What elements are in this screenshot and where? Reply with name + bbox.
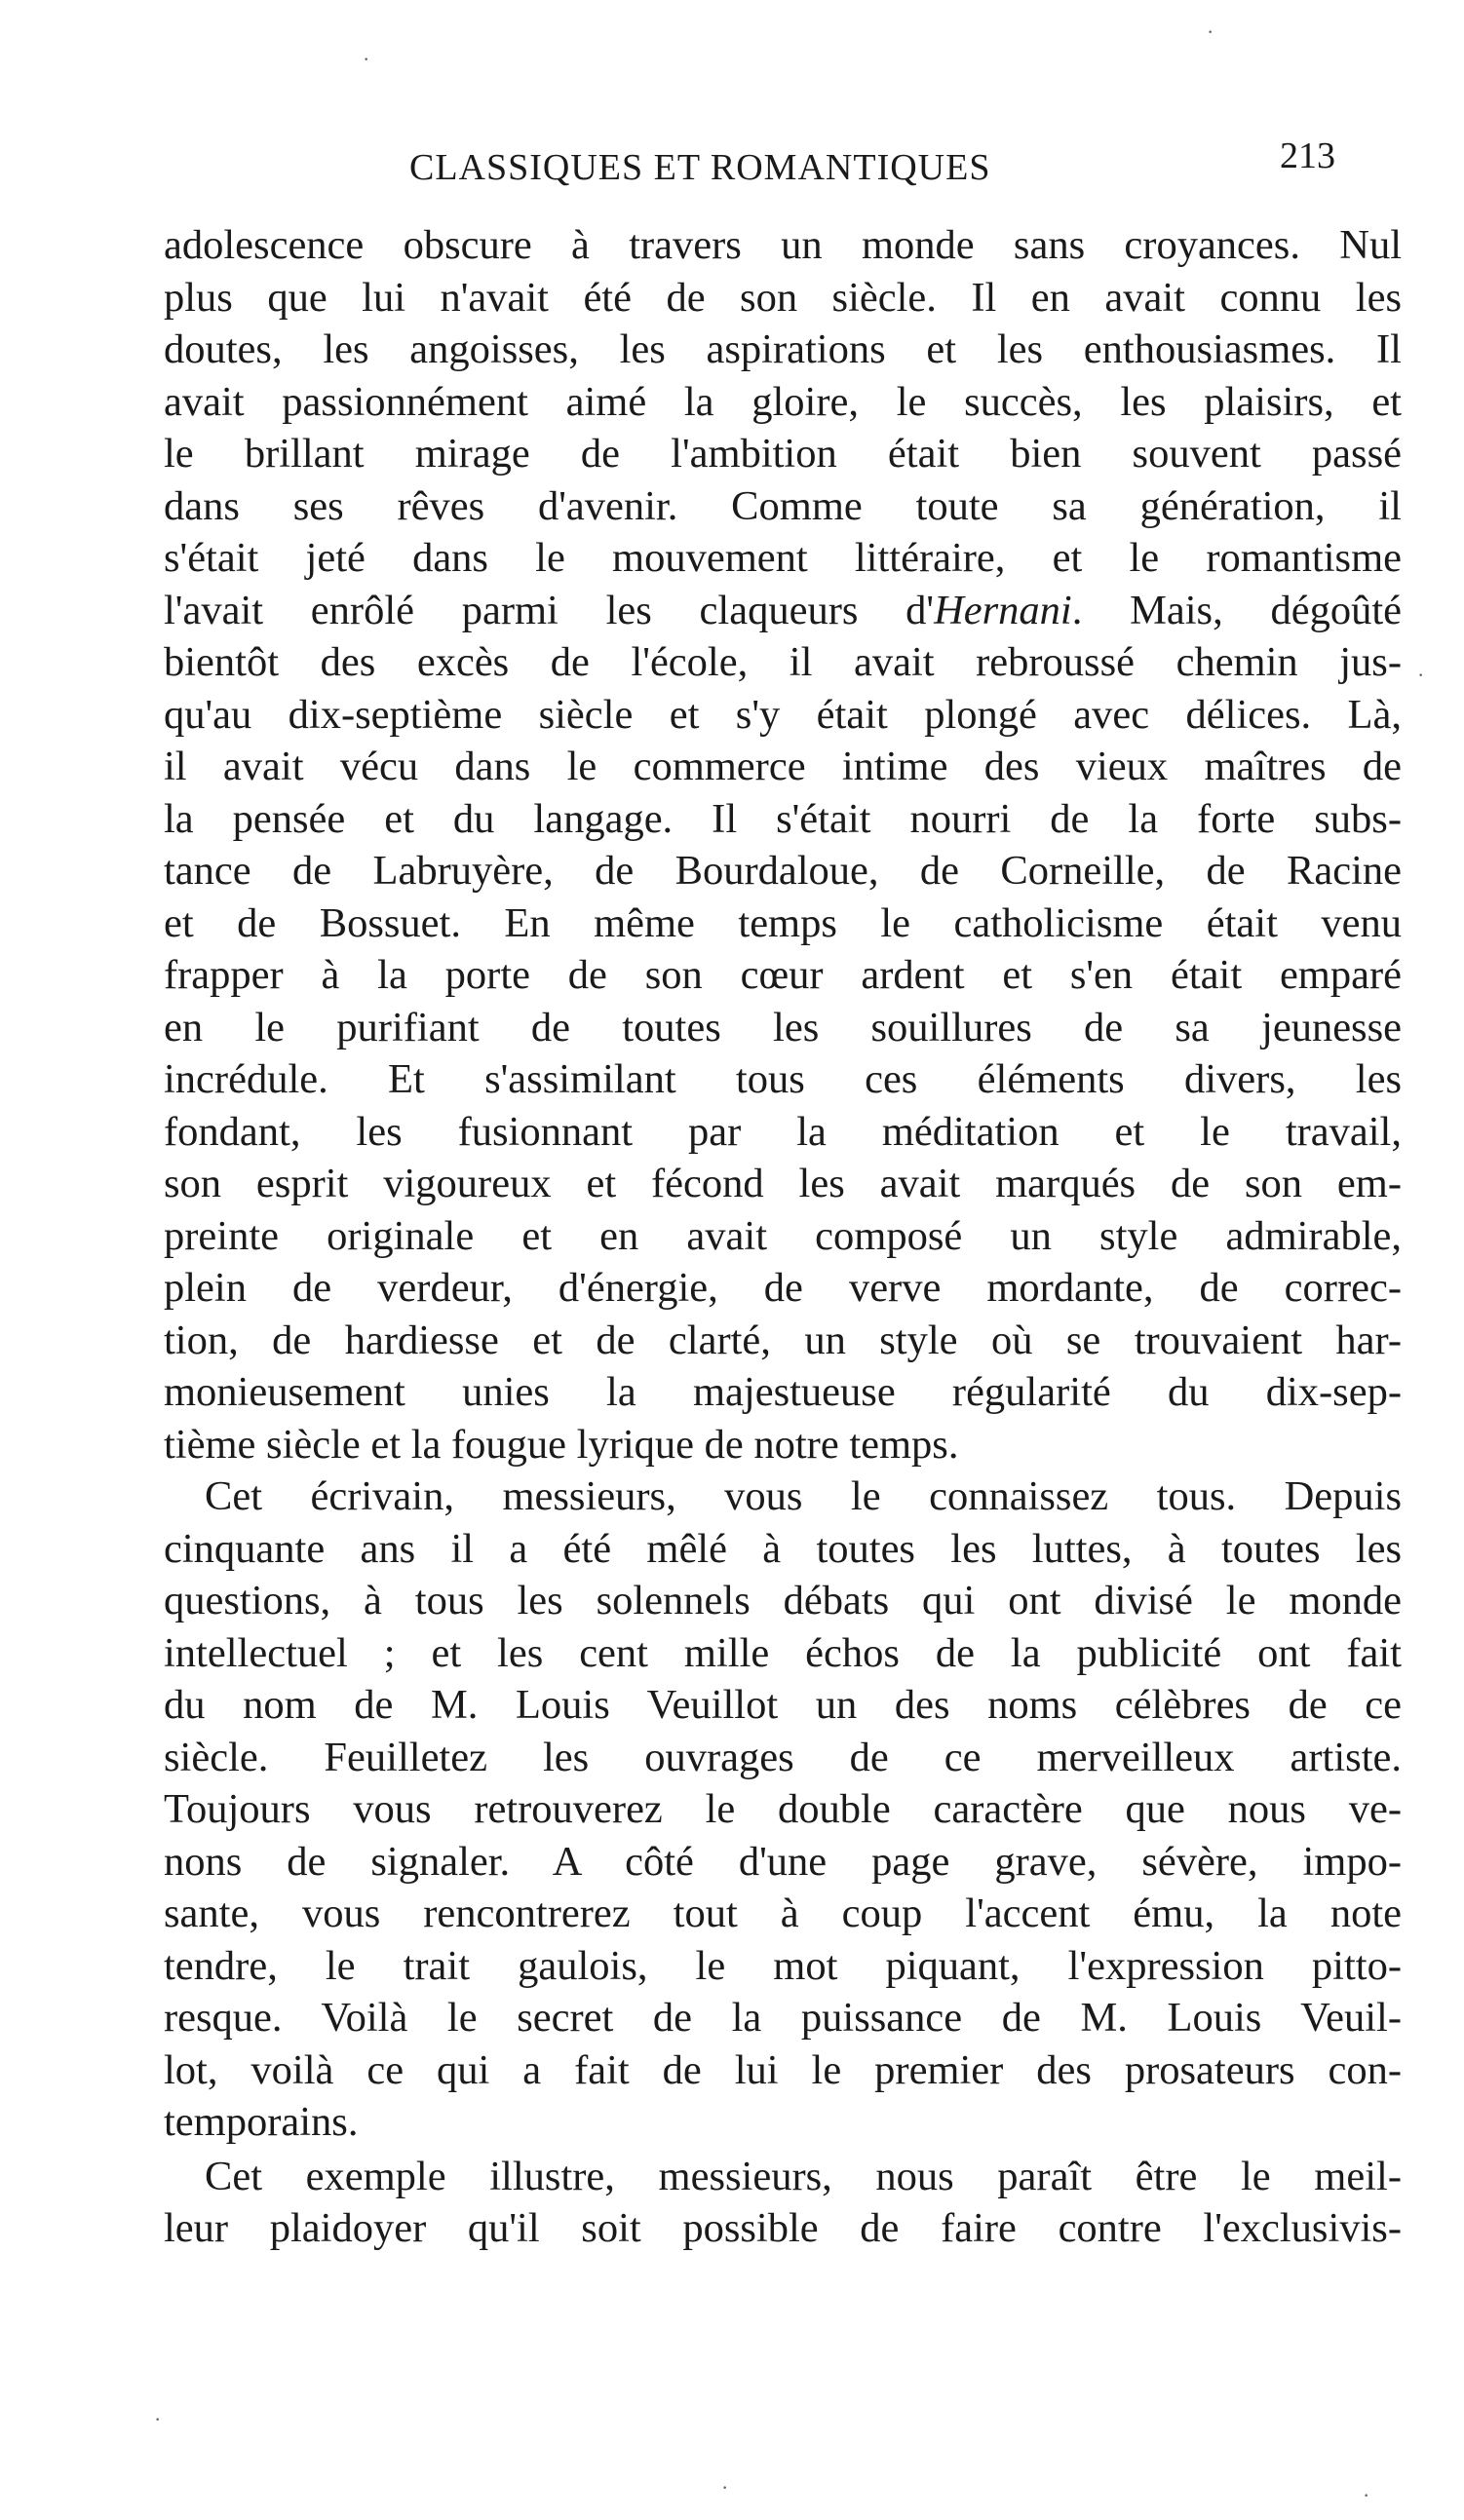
margin-tick: · xyxy=(154,2407,162,2431)
text-line: temporains. xyxy=(164,2099,359,2145)
paragraph-3 xyxy=(164,2151,1402,2255)
page-number: 213 xyxy=(1280,135,1335,176)
text-line: du nom de M. Louis Veuillot un des noms célèbres de ce xyxy=(164,1682,1402,1728)
italic-title: Hernani xyxy=(934,587,1072,633)
text-line: monieusement unies la majestueuse régularité du dix-sep- xyxy=(164,1369,1402,1415)
text-line: leur plaidoyer qu'il soit possible de faire contre l'exclusivis- xyxy=(164,2205,1402,2251)
running-head xyxy=(166,134,1365,193)
text-line: en le purifiant de toutes les souillures de sa jeunesse xyxy=(164,1004,1402,1050)
text-line: et de Bossuet. En même temps le catholicisme était venu xyxy=(164,899,1402,946)
text-line: nons de signaler. A côté d'une page grave, sévère, impo- xyxy=(164,1838,1402,1885)
text-line: Toujours vous retrouverez le double caractère que nous ve- xyxy=(164,1786,1402,1832)
text-line: resque. Voilà le secret de la puissance de M. Louis Veuil- xyxy=(164,1995,1402,2041)
text-line: siècle. Feuilletez les ouvrages de ce merveilleux artiste. xyxy=(164,1734,1402,1780)
margin-tick: · xyxy=(1363,2483,1370,2507)
margin-tick: · xyxy=(721,2475,729,2500)
text-line: plus que lui n'avait été de son siècle. Il en avait connu les xyxy=(164,274,1402,321)
text-line: Cet exemple illustre, messieurs, nous paraît être le meil- xyxy=(205,2153,1402,2199)
text-line: Cet écrivain, messieurs, vous le connaissez tous. Depuis xyxy=(205,1473,1402,1519)
text-line: tendre, le trait gaulois, le mot piquant, l'expression pitto- xyxy=(164,1942,1402,1989)
text-line: intellectuel ; et les cent mille échos de la publicité ont fait xyxy=(164,1629,1402,1676)
text-line: avait passionnément aimé la gloire, le succès, les plaisirs, et xyxy=(164,378,1402,425)
text-line: adolescence obscure à travers un monde sans croyances. Nul xyxy=(164,222,1402,268)
text-line: l'avait enrôlé parmi les claqueurs d'Hernani. Mais, dégoûté xyxy=(164,587,1402,633)
running-title: CLASSIQUES ET ROMANTIQUES xyxy=(409,147,991,188)
paragraph-1 xyxy=(164,219,1402,1470)
text-line: incrédule. Et s'assimilant tous ces éléments divers, les xyxy=(164,1056,1402,1102)
text-line: qu'au dix-septième siècle et s'y était plongé avec délices. Là, xyxy=(164,691,1402,738)
body-text xyxy=(164,219,1402,2255)
text-line: preinte originale et en avait composé un style admirable, xyxy=(164,1212,1402,1259)
paragraph-2 xyxy=(164,1470,1402,2149)
text-line: fondant, les fusionnant par la méditation et le travail, xyxy=(164,1108,1402,1155)
text-line: la pensée et du langage. Il s'était nourri de la forte subs- xyxy=(164,795,1402,842)
text-line: il avait vécu dans le commerce intime des vieux maîtres de xyxy=(164,744,1402,789)
text-line: s'était jeté dans le mouvement littéraire, et le romantisme xyxy=(164,535,1402,581)
text-line: frapper à la porte de son cœur ardent et s'en était emparé xyxy=(164,952,1402,998)
margin-tick: · xyxy=(1207,19,1214,44)
margin-tick: · xyxy=(363,47,370,71)
text-line: doutes, les angoisses, les aspirations et les enthousiasmes. Il xyxy=(164,326,1402,372)
text-line: dans ses rêves d'avenir. Comme toute sa génération, il xyxy=(164,482,1402,529)
text-line: lot, voilà ce qui a fait de lui le premier des prosateurs con- xyxy=(164,2046,1402,2093)
margin-tick: · xyxy=(1417,663,1425,687)
text-line: son esprit vigoureux et fécond les avait marqués de son em- xyxy=(164,1161,1402,1206)
text-line: questions, à tous les solennels débats qui ont divisé le monde xyxy=(164,1578,1402,1623)
text-line: tion, de hardiesse et de clarté, un style où se trouvaient har- xyxy=(164,1317,1402,1363)
text-line: bientôt des excès de l'école, il avait rebroussé chemin jus- xyxy=(164,639,1402,685)
text-line: tance de Labruyère, de Bourdaloue, de Corneille, de Racine xyxy=(164,848,1402,894)
text-line: cinquante ans il a été mêlé à toutes les luttes, à toutes les xyxy=(164,1525,1402,1572)
text-line: sante, vous rencontrerez tout à coup l'accent ému, la note xyxy=(164,1890,1402,1936)
text-line: le brillant mirage de l'ambition était bien souvent passé xyxy=(164,431,1402,477)
text-line: plein de verdeur, d'énergie, de verve mordante, de correc- xyxy=(164,1265,1402,1311)
text-line: tième siècle et la fougue lyrique de notre temps. xyxy=(164,1421,959,1468)
